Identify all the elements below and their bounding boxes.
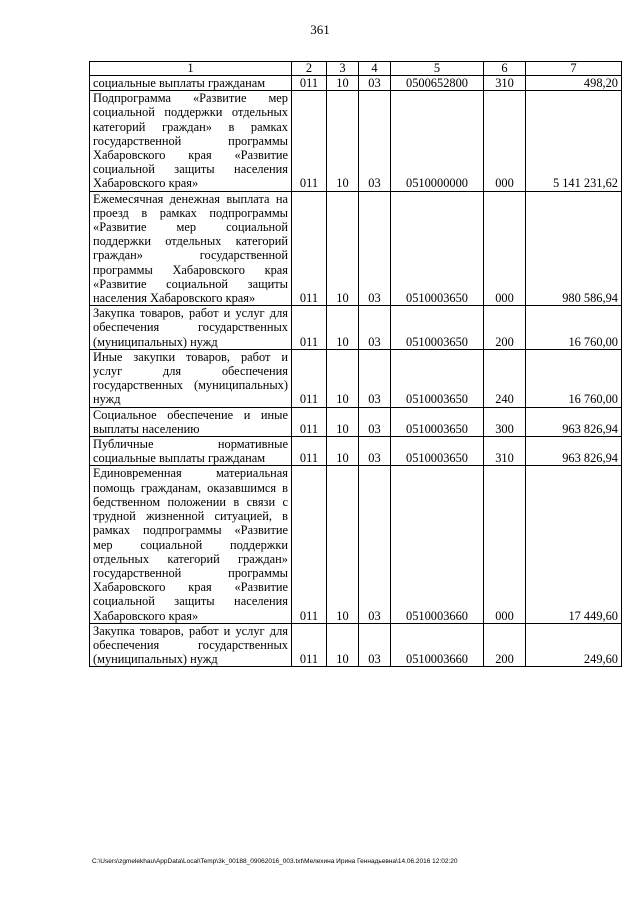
table-row [90,349,622,407]
subsection-cell: 03 [359,407,391,436]
row-name-cell: Единовременная материальная помощь гражданам, оказавшимся в бедственном положении в связи с трудной жизненной ситуацией, в рамках подпрограммы «Развитие мер социальной поддержки отдельных категорий граждан» государственной программы Хабаровского края «Развитие социальной защиты населения Хабаровского края» [90,466,292,623]
target-article-cell: 0510003650 [391,437,484,466]
amount-cell: 963 826,94 [526,437,622,466]
target-article-cell: 0510003650 [391,407,484,436]
subsection-cell: 03 [359,466,391,623]
expense-type-cell: 310 [484,76,526,91]
row-name-cell: Закупка товаров, работ и услуг для обеспечения государственных (муниципальных) нужд [90,306,292,350]
amount-cell: 498,20 [526,76,622,91]
row-name-cell: Иные закупки товаров, работ и услуг для обеспечения государственных (муниципальных) нужд [90,349,292,407]
page-number: 361 [310,22,330,37]
table-row [90,306,622,350]
subsection-cell: 03 [359,191,391,306]
target-article-cell: 0510003650 [391,191,484,306]
row-name-cell: Подпрограмма «Развитие мер социальной поддержки отдельных категорий граждан» в рамках государственной программы Хабаровского края «Развитие социальной защиты населения Хабаровского края» [90,91,292,191]
amount-cell: 980 586,94 [526,191,622,306]
section-cell: 10 [327,191,359,306]
expense-type-cell: 240 [484,349,526,407]
budget-table [89,61,622,667]
target-article-cell: 0510003650 [391,306,484,350]
file-path-footer: C:\Users\zgmelekhau\AppData\Local\Temp\3k_00188_09062016_003.txt\Мелехина Ирина Геннадьевна\14.06.2016 12:02:20 [92,858,458,865]
expense-type-cell: 300 [484,407,526,436]
ministry-code-cell: 011 [292,437,327,466]
table-row [90,466,622,623]
row-name-cell: Публичные нормативные социальные выплаты гражданам [90,437,292,466]
target-article-cell: 0510003660 [391,466,484,623]
table-row [90,91,622,191]
section-cell: 10 [327,76,359,91]
ministry-code-cell: 011 [292,191,327,306]
header-col-3: 3 [327,62,359,76]
row-name-cell: Ежемесячная денежная выплата на проезд в рамках подпрограммы «Развитие мер социальной поддержки отдельных категорий граждан» государственной программы Хабаровского края «Развитие социальной защиты населения Хабаровского края» [90,191,292,306]
target-article-cell: 0510003650 [391,349,484,407]
ministry-code-cell: 011 [292,623,327,667]
section-cell: 10 [327,349,359,407]
table-row [90,76,622,91]
section-cell: 10 [327,407,359,436]
row-name-cell: Социальное обеспечение и иные выплаты населению [90,407,292,436]
ministry-code-cell: 011 [292,76,327,91]
target-article-cell: 0510003660 [391,623,484,667]
section-cell: 10 [327,437,359,466]
header-row [90,62,622,76]
amount-cell: 963 826,94 [526,407,622,436]
section-cell: 10 [327,466,359,623]
table-row [90,623,622,667]
row-name-cell: Закупка товаров, работ и услуг для обеспечения государственных (муниципальных) нужд [90,623,292,667]
subsection-cell: 03 [359,349,391,407]
amount-cell: 5 141 231,62 [526,91,622,191]
subsection-cell: 03 [359,437,391,466]
header-col-6: 6 [484,62,526,76]
expense-type-cell: 310 [484,437,526,466]
amount-cell: 16 760,00 [526,306,622,350]
target-article-cell: 0510000000 [391,91,484,191]
expense-type-cell: 000 [484,91,526,191]
subsection-cell: 03 [359,91,391,191]
expense-type-cell: 000 [484,191,526,306]
amount-cell: 249,60 [526,623,622,667]
header-col-2: 2 [292,62,327,76]
section-cell: 10 [327,623,359,667]
expense-type-cell: 200 [484,623,526,667]
amount-cell: 17 449,60 [526,466,622,623]
section-cell: 10 [327,306,359,350]
ministry-code-cell: 011 [292,306,327,350]
ministry-code-cell: 011 [292,91,327,191]
header-col-7: 7 [526,62,622,76]
subsection-cell: 03 [359,76,391,91]
expense-type-cell: 000 [484,466,526,623]
section-cell: 10 [327,91,359,191]
row-name-cell: социальные выплаты гражданам [90,76,292,91]
header-col-1: 1 [90,62,292,76]
subsection-cell: 03 [359,623,391,667]
subsection-cell: 03 [359,306,391,350]
table-row [90,437,622,466]
ministry-code-cell: 011 [292,407,327,436]
header-col-5: 5 [391,62,484,76]
ministry-code-cell: 011 [292,349,327,407]
target-article-cell: 0500652800 [391,76,484,91]
expense-type-cell: 200 [484,306,526,350]
header-col-4: 4 [359,62,391,76]
ministry-code-cell: 011 [292,466,327,623]
amount-cell: 16 760,00 [526,349,622,407]
table-row [90,407,622,436]
table-row [90,191,622,306]
